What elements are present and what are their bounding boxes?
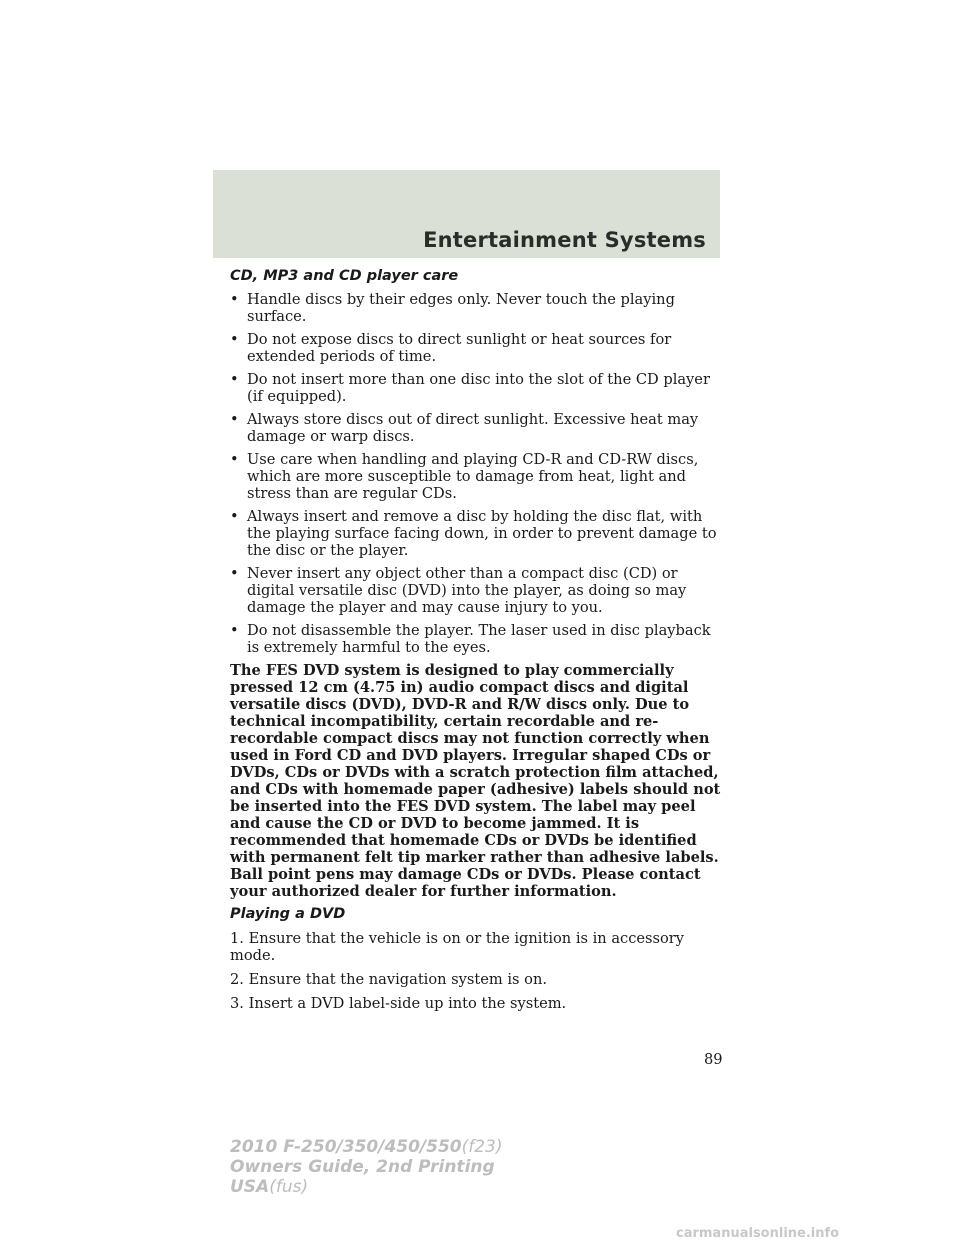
bullet-icon: • (230, 331, 239, 348)
step-item: 1. Ensure that the vehicle is on or the ignition is in accessory mode. (230, 930, 684, 964)
care-heading: CD, MP3 and CD player care (230, 268, 459, 284)
page-content (230, 268, 722, 1019)
bullet-text: Handle discs by their edges only. Never touch the playing surface. (247, 291, 675, 325)
bullet-item (230, 622, 722, 656)
footer-model-code: (f23) (461, 1137, 503, 1157)
footer-line-edition: Owners Guide, 2nd Printing (230, 1157, 495, 1177)
watermark: carmanualsonline.info (676, 1226, 840, 1241)
bullet-item (230, 411, 722, 445)
footer-line-region (230, 1177, 503, 1197)
disc-compatibility-notice: The FES DVD system is designed to play commercially pressed 12 cm (4.75 in) audio compact discs and digital versatile discs (DVD), DVD-R and R/W discs only. Due to technical incompatibility, certain recordable and re-recordable compact discs may not function correctly when used in Ford CD and DVD players. Irregular shaped CDs or DVDs, CDs or DVDs with a scratch protection film attached, and CDs with homemade paper (adhesive) labels should not be inserted into the FES DVD system. The label may peel and cause the CD or DVD to become jammed. It is recommended that homemade CDs or DVDs be identified with permanent felt tip marker rather than adhesive labels. Ball point pens may damage CDs or DVDs. Please contact your authorized dealer for further information. (230, 662, 721, 900)
bullet-text: Do not expose discs to direct sunlight or heat sources for extended periods of time. (247, 331, 672, 365)
bullet-icon: • (230, 622, 239, 639)
section-header-band (213, 170, 720, 258)
footer-document-info (230, 1137, 503, 1197)
playing-dvd-heading: Playing a DVD (230, 906, 346, 922)
step-item: 2. Ensure that the navigation system is on. (230, 971, 547, 988)
bullet-text: Do not disassemble the player. The laser used in disc playback is extremely harmful to the eyes. (247, 622, 711, 656)
step-item: 3. Insert a DVD label-side up into the system. (230, 995, 567, 1012)
bullet-icon: • (230, 451, 239, 468)
care-bullet-list (230, 291, 722, 656)
bullet-text: Always insert and remove a disc by holding the disc flat, with the playing surface facing down, in order to prevent damage to the disc or the player. (247, 508, 717, 559)
bullet-text: Use care when handling and playing CD-R and CD-RW discs, which are more susceptible to damage from heat, light and stress than are regular CDs. (247, 451, 699, 502)
footer-region: USA (230, 1177, 270, 1197)
bullet-item (230, 371, 722, 405)
bullet-icon: • (230, 371, 239, 388)
bullet-item (230, 331, 722, 365)
bullet-icon: • (230, 291, 239, 308)
bullet-text: Never insert any object other than a compact disc (CD) or digital versatile disc (DVD) into the player, as doing so may damage the player and may cause injury to you. (247, 565, 687, 616)
bullet-icon: • (230, 411, 239, 428)
bullet-item (230, 508, 722, 559)
section-title: Entertainment Systems (423, 228, 706, 252)
bullet-item (230, 291, 722, 325)
bullet-icon: • (230, 508, 239, 525)
bullet-text: Do not insert more than one disc into the slot of the CD player (if equipped). (247, 371, 710, 405)
bullet-icon: • (230, 565, 239, 582)
footer-region-code: (fus) (269, 1177, 309, 1197)
bullet-item (230, 451, 722, 502)
bullet-text: Always store discs out of direct sunlight. Excessive heat may damage or warp discs. (247, 411, 699, 445)
bullet-item (230, 565, 722, 616)
footer-model: 2010 F-250/350/450/550 (230, 1137, 462, 1157)
page-number: 89 (704, 1051, 723, 1068)
footer-line-model (230, 1137, 503, 1157)
